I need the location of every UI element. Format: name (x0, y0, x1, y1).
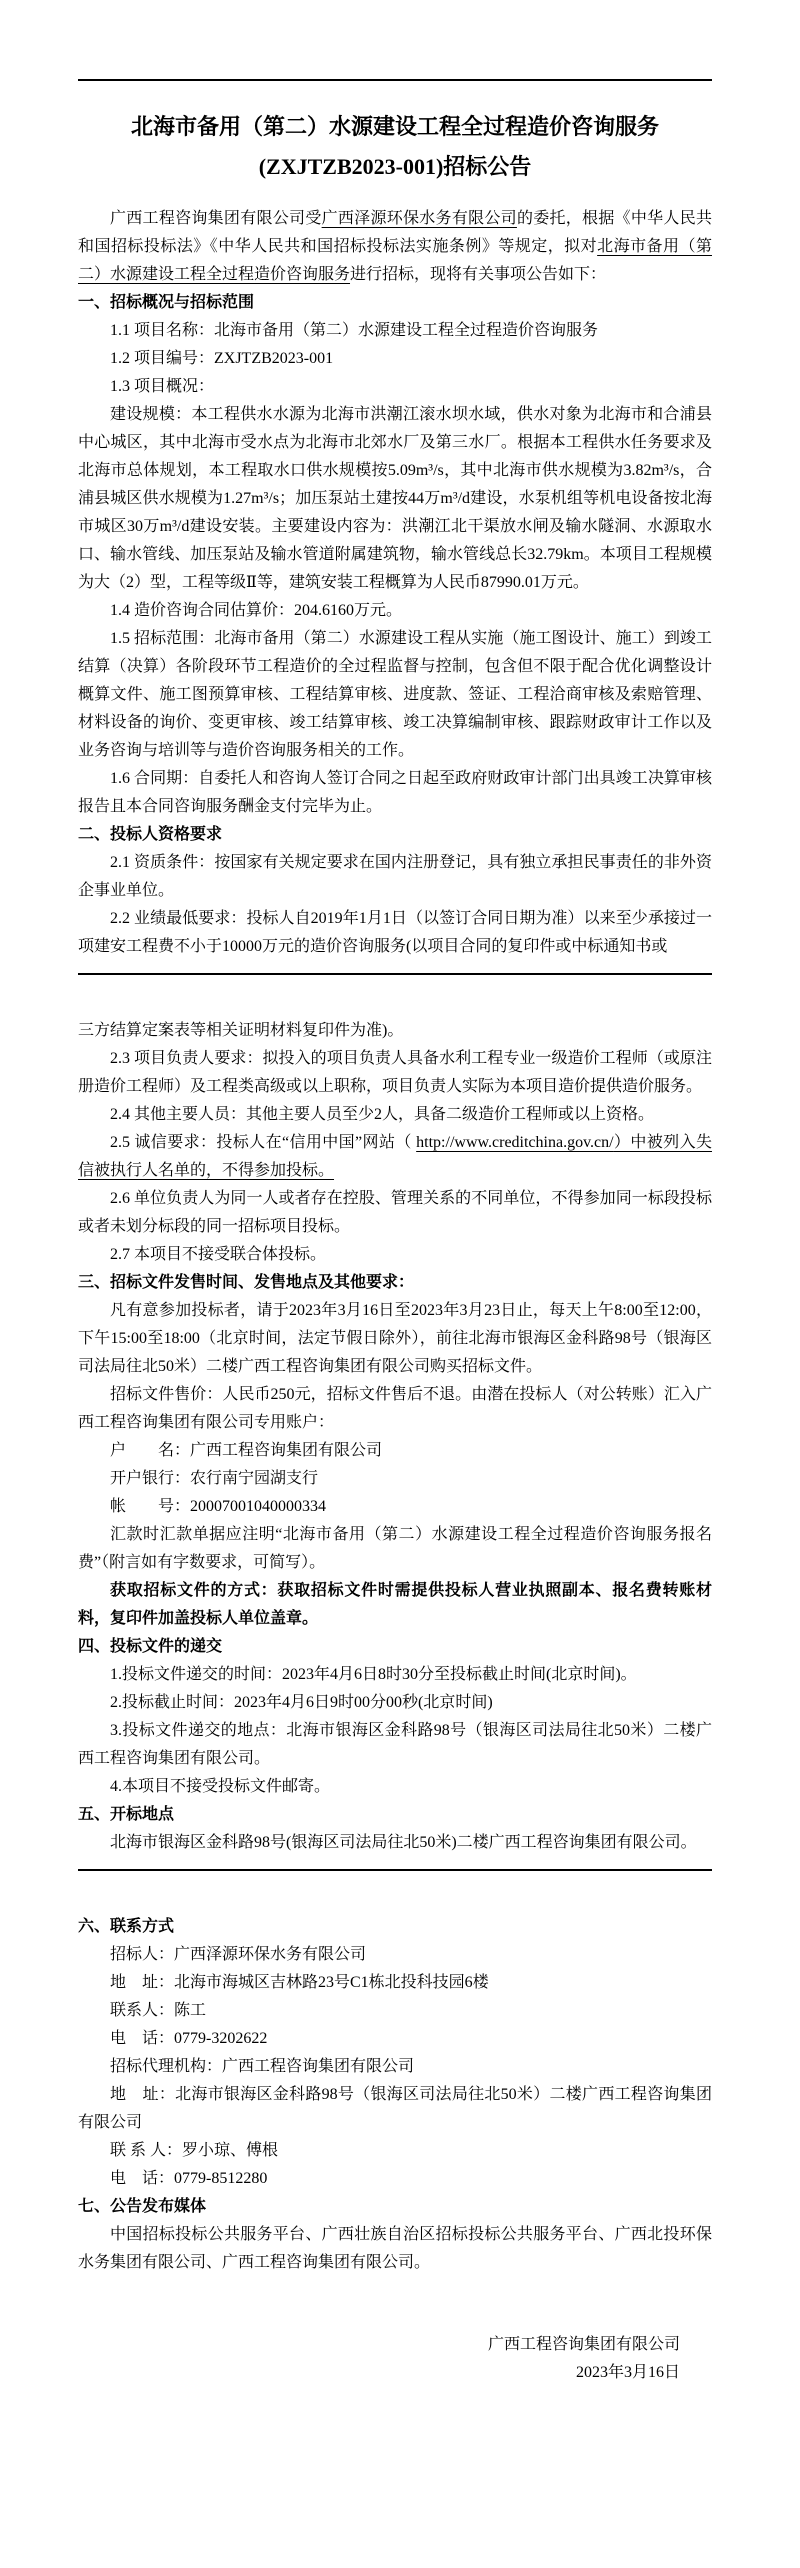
text-segment: 1.1 项目名称：北海市备用（第二）水源建设工程全过程造价咨询服务 (110, 322, 599, 339)
para-agency (78, 2053, 712, 2081)
text-segment: 1.6 合同期：自委托人和咨询人签订合同之日起至政府财政审计部门出具竣工决算审核报告且本合同咨询服务酬金支付完毕为止。 (78, 770, 712, 815)
document-title (78, 107, 712, 187)
para-tenderee-phone (78, 2025, 712, 2053)
para-4-3 (78, 1717, 712, 1773)
signature-company (78, 2331, 712, 2359)
text-segment: 1.4 造价咨询合同估算价：204.6160万元。 (110, 602, 403, 619)
page-divider-1 (78, 973, 712, 975)
text-segment: 招标文件售价：人民币250元，招标文件售后不退。由潜在投标人（对公转账）汇入广西工程咨询集团有限公司专用账户： (78, 1386, 712, 1431)
text-segment: 联 系 人：罗小琼、傅根 (110, 2142, 279, 2159)
para-1-4 (78, 597, 712, 625)
para-agency-contact (78, 2137, 712, 2165)
heading-section-4 (78, 1633, 712, 1661)
para-tenderee-contact (78, 1997, 712, 2025)
text-segment: 北海市银海区金科路98号(银海区司法局往北50米)二楼广西工程咨询集团有限公司。 (110, 1834, 697, 1851)
para-1-1 (78, 317, 712, 345)
para-tenderee (78, 1941, 712, 1969)
document-page (0, 79, 800, 2568)
para-1-5 (78, 625, 712, 765)
text-segment: 汇款时汇款单据应注明“北海市备用（第二）水源建设工程全过程造价咨询服务报名费”（附言如有字数要求，可简写）。 (78, 1526, 712, 1571)
text-segment: 七、公告发布媒体 (78, 2198, 207, 2215)
para-remittance-note (78, 1521, 712, 1577)
para-1-3 (78, 373, 712, 401)
text-segment: 1.3 项目概况： (110, 378, 215, 395)
text-segment: 2.3 项目负责人要求：拟投入的项目负责人具备水利工程专业一级造价工程师（或原注册造价工程师）及工程类高级或以上职称，项目负责人实际为本项目造价提供造价服务。 (78, 1050, 712, 1095)
signature-spacer (78, 2277, 712, 2331)
para-media (78, 2221, 712, 2277)
project-name-underlined: 北海市备用（第二）水源建设工程全过程造价咨询服务 (78, 238, 712, 283)
text-segment: 二、投标人资格要求 (78, 826, 223, 843)
text-segment: ）中被列入失信被执行人名单的，不得参加投标。 (78, 1134, 712, 1179)
para-bank (78, 1465, 712, 1493)
heading-section-3 (78, 1269, 712, 1297)
para-4-1 (78, 1661, 712, 1689)
text-segment: 凡有意参加投标者，请于2023年3月16日至2023年3月23日止，每天上午8:00至12:00，下午15:00至18:00（北京时间，法定节假日除外），前往北海市银海区金科路98号（银海区司法局往北50米）二楼广西工程咨询集团有限公司购买招标文件。 (78, 1302, 712, 1375)
text-segment: 1.5 招标范围：北海市备用（第二）水源建设工程从实施（施工图设计、施工）到竣工结算（决算）各阶段环节工程造价的全过程监督与控制，包含但不限于配合优化调整设计概算文件、施工图预算审核、工程结算审核、进度款、签证、工程洽商审核及索赔管理、材料设备的询价、变更审核、竣工结算审核、竣工决算编制审核、跟踪财政审计工作以及业务咨询与培训等与造价咨询服务相关的工作。 (78, 630, 712, 759)
text-segment: 建设规模：本工程供水水源为北海市洪潮江滚水坝水域，供水对象为北海市和合浦县中心城区，其中北海市受水点为北海市北郊水厂及第三水厂。根据本工程供水任务要求及北海市总体规划，本工程取水口供水规模按5.09m³/s，其中北海市供水规模为3.82m³/s，合浦县城区供水规模为1.27m³/s；加压泵站土建按44万m³/d建设，水泵机组等机电设备按北海市城区30万m³/d建设安装。主要建设内容为：洪潮江北干渠放水闸及输水隧洞、水源取水口、输水管线、加压泵站及输水管道附属建筑物，输水管线总长32.79km。本项目工程规模为大（2）型，工程等级Ⅱ等，建筑安装工程概算为人民币87990.01万元。 (78, 406, 712, 591)
text-segment: 的委托，根据《中华人民共和国招标投标法》《中华人民共和国招标投标法实施条例》等规定，拟对 (78, 210, 712, 255)
page-divider-2 (78, 1869, 712, 1871)
heading-section-5 (78, 1801, 712, 1829)
heading-section-2 (78, 821, 712, 849)
para-account-name (78, 1437, 712, 1465)
para-2-3 (78, 1045, 712, 1101)
text-segment: 户 名：广西工程咨询集团有限公司 (110, 1442, 383, 1459)
title-line-1: 北海市备用（第二）水源建设工程全过程造价咨询服务 (130, 114, 659, 139)
text-segment: 三方结算定案表等相关证明材料复印件为准)。 (78, 1022, 404, 1039)
text-segment: 一、招标概况与招标范围 (78, 294, 255, 311)
text-segment: 电 话：0779-8512280 (110, 2170, 268, 2187)
heading-section-1 (78, 289, 712, 317)
para-account-number (78, 1493, 712, 1521)
text-segment: 2.6 单位负责人为同一人或者存在控股、管理关系的不同单位，不得参加同一标段投标或者未划分标段的同一招标项目投标。 (78, 1190, 712, 1235)
text-segment: 3.投标文件递交的地点：北海市银海区金科路98号（银海区司法局往北50米）二楼广西工程咨询集团有限公司。 (78, 1722, 712, 1767)
text-segment: 4.本项目不接受投标文件邮寄。 (110, 1778, 331, 1795)
text-segment: 2023年3月16日 (575, 2364, 680, 2381)
header-rule (78, 79, 712, 81)
text-segment: 2.4 其他主要人员：其他主要人员至少2人，具备二级造价工程师或以上资格。 (110, 1106, 655, 1123)
text-segment: 地 址：北海市海城区吉林路23号C1栋北投科技园6楼 (110, 1974, 489, 1991)
heading-section-6 (78, 1913, 712, 1941)
para-tenderee-address (78, 1969, 712, 1997)
para-obtain-method (78, 1577, 712, 1633)
text-segment: 获取招标文件的方式：获取招标文件时需提供投标人营业执照副本、报名费转账材料，复印件加盖投标人单位盖章。 (78, 1582, 712, 1627)
text-segment: 开户银行：农行南宁园湖支行 (110, 1470, 319, 1487)
text-segment: 2.投标截止时间：2023年4月6日9时00分00秒(北京时间) (110, 1694, 493, 1711)
tenderee-name-underlined: 广西泽源环保水务有限公司 (321, 210, 517, 227)
title-line-2: (ZXJTZB2023-001)招标公告 (258, 154, 532, 179)
para-1-6 (78, 765, 712, 821)
text-segment: 2.5 诚信要求：投标人在“信用中国”网站（ (110, 1134, 417, 1151)
document-body (78, 205, 712, 2387)
para-2-6 (78, 1185, 712, 1241)
text-segment: 三、招标文件发售时间、发售地点及其他要求： (78, 1274, 415, 1291)
text-segment: 2.7 本项目不接受联合体投标。 (110, 1246, 327, 1263)
text-segment: 招标人：广西泽源环保水务有限公司 (110, 1946, 367, 1963)
para-2-1 (78, 849, 712, 905)
document-header (78, 79, 712, 187)
text-segment: 2.2 业绩最低要求：投标人自2019年1月1日（以签订合同日期为准）以来至少承接过一项建安工程费不小于10000万元的造价咨询服务(以项目合同的复印件或中标通知书或 (78, 910, 712, 955)
para-2-7 (78, 1241, 712, 1269)
para-4-2 (78, 1689, 712, 1717)
para-2-2-continued (78, 1017, 712, 1045)
text-segment: 六、联系方式 (78, 1918, 175, 1935)
text-segment: 1.投标文件递交的时间：2023年4月6日8时30分至投标截止时间(北京时间)。 (110, 1666, 637, 1683)
text-segment: 中国招标投标公共服务平台、广西壮族自治区招标投标公共服务平台、广西北投环保水务集团有限公司、广西工程咨询集团有限公司。 (78, 2226, 712, 2271)
para-construction-scale (78, 401, 712, 597)
para-4-4 (78, 1773, 712, 1801)
text-segment: 五、开标地点 (78, 1806, 175, 1823)
text-segment: 电 话：0779-3202622 (110, 2030, 268, 2047)
para-2-4 (78, 1101, 712, 1129)
creditchina-url[interactable]: http://www.creditchina.gov.cn/ (416, 1134, 614, 1151)
text-segment: 广西工程咨询集团有限公司 (487, 2336, 680, 2353)
para-1-2 (78, 345, 712, 373)
document-blocks (78, 205, 712, 2387)
para-bid-opening-address (78, 1829, 712, 1857)
text-segment: 1.2 项目编号：ZXJTZB2023-001 (110, 350, 334, 367)
text-segment: 地 址：北海市银海区金科路98号（银海区司法局往北50米）二楼广西工程咨询集团有限公司 (78, 2086, 712, 2131)
intro-paragraph (78, 205, 712, 289)
para-2-2 (78, 905, 712, 961)
text-segment: 2.1 资质条件：按国家有关规定要求在国内注册登记，具有独立承担民事责任的非外资企事业单位。 (78, 854, 712, 899)
text-segment: 招标代理机构：广西工程咨询集团有限公司 (110, 2058, 415, 2075)
para-2-5 (78, 1129, 712, 1185)
text-segment: 帐 号：20007001040000334 (110, 1498, 327, 1515)
signature-date (78, 2359, 712, 2387)
para-sale-price (78, 1381, 712, 1437)
heading-section-7 (78, 2193, 712, 2221)
para-agency-phone (78, 2165, 712, 2193)
text-segment: 进行招标，现将有关事项公告如下： (350, 266, 607, 283)
text-segment: 四、投标文件的递交 (78, 1638, 223, 1655)
para-agency-address (78, 2081, 712, 2137)
para-sale-time (78, 1297, 712, 1381)
text-segment: 广西工程咨询集团有限公司受 (110, 210, 322, 227)
text-segment: 联系人：陈工 (110, 2002, 207, 2019)
